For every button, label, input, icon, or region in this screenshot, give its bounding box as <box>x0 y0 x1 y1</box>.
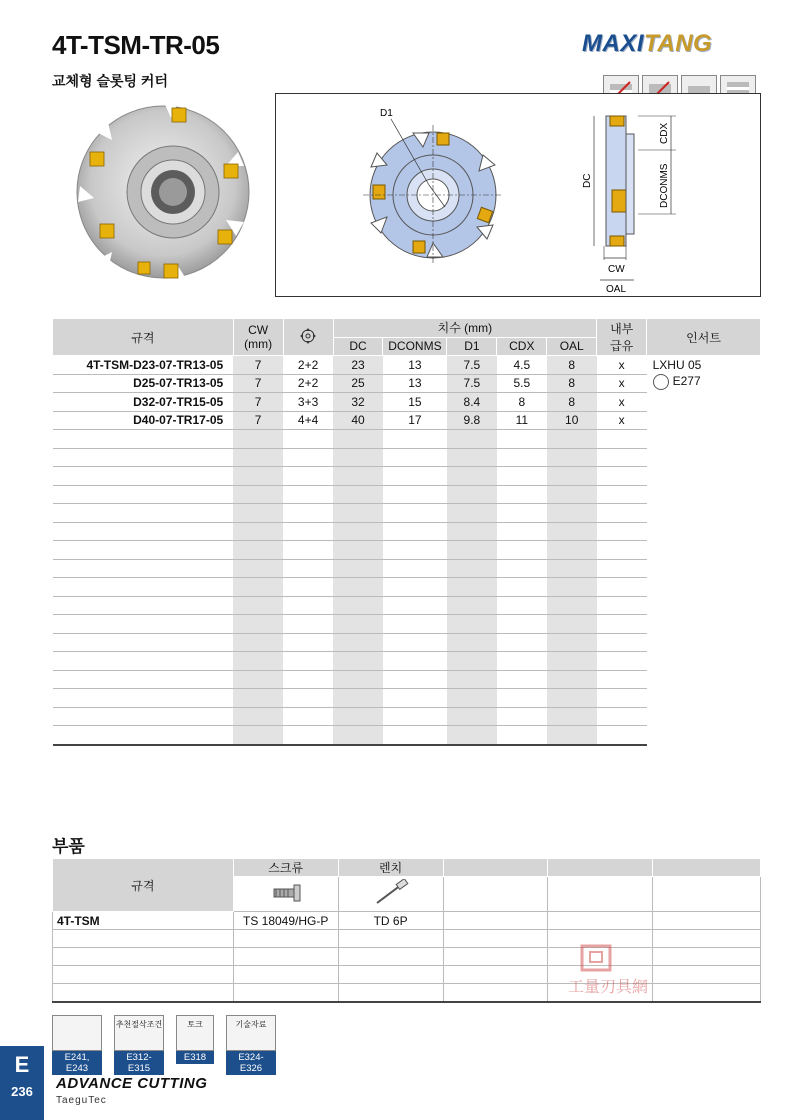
cell-dconms <box>383 504 447 523</box>
cell-dc <box>333 596 383 615</box>
cell-cw <box>233 652 283 671</box>
cell-cw <box>233 522 283 541</box>
cell-cw: 7 <box>233 393 283 412</box>
cell-spec <box>53 652 234 671</box>
cell-dconms <box>383 578 447 597</box>
cell-cw <box>233 467 283 486</box>
header-cw: CW (mm) <box>233 319 283 356</box>
cell-coolant <box>597 559 647 578</box>
cell-cw <box>233 559 283 578</box>
cell-z <box>283 615 333 634</box>
parts-cell-wrench <box>338 966 443 984</box>
page-title: 4T-TSM-TR-05 <box>52 30 220 60</box>
cell-oal <box>547 596 597 615</box>
cell-spec: D40-07-TR17-05 <box>53 411 234 430</box>
header-coolant: 내부 급유 <box>597 319 647 356</box>
cell-cw <box>233 430 283 449</box>
header-spec: 규격 <box>53 319 234 356</box>
cell-dconms <box>383 559 447 578</box>
cell-z <box>283 633 333 652</box>
cell-d1 <box>447 467 497 486</box>
parts-header-wrench: 렌치 <box>338 859 443 877</box>
cell-dc: 32 <box>333 393 383 412</box>
cell-spec <box>53 430 234 449</box>
cell-dc: 25 <box>333 374 383 393</box>
cell-dconms: 13 <box>383 374 447 393</box>
cell-spec <box>53 633 234 652</box>
cell-dc <box>333 615 383 634</box>
cell-d1 <box>447 430 497 449</box>
product-photo <box>68 92 258 292</box>
cell-spec <box>53 522 234 541</box>
reference-thumbnail-icon <box>52 1015 102 1051</box>
cell-z <box>283 541 333 560</box>
parts-header-screw: 스크류 <box>233 859 338 877</box>
cell-oal <box>547 467 597 486</box>
parts-cell-x1 <box>443 948 548 966</box>
cell-cw <box>233 707 283 726</box>
cell-d1 <box>447 504 497 523</box>
cell-spec: D25-07-TR13-05 <box>53 374 234 393</box>
reference-label: 추천절삭조건 <box>115 1020 163 1029</box>
cell-d1 <box>447 707 497 726</box>
parts-row <box>53 912 761 930</box>
cell-dconms <box>383 726 447 745</box>
cell-z <box>283 596 333 615</box>
cell-dc: 40 <box>333 411 383 430</box>
page-number: 236 <box>11 1084 33 1099</box>
cell-dconms <box>383 689 447 708</box>
cell-cw: 7 <box>233 356 283 375</box>
parts-cell-spec <box>53 984 234 1003</box>
cell-coolant <box>597 522 647 541</box>
cell-dconms <box>383 522 447 541</box>
section-letter: E <box>14 1052 30 1077</box>
cell-coolant: x <box>597 374 647 393</box>
watermark-logo <box>538 940 678 1010</box>
cell-oal <box>547 430 597 449</box>
cell-cdx <box>497 726 547 745</box>
cell-cdx <box>497 485 547 504</box>
cell-cdx <box>497 578 547 597</box>
cell-d1: 9.8 <box>447 411 497 430</box>
cell-coolant <box>597 485 647 504</box>
cell-cw <box>233 633 283 652</box>
cell-coolant <box>597 448 647 467</box>
cell-spec <box>53 689 234 708</box>
cell-dc <box>333 633 383 652</box>
svg-text:工量刃具網: 工量刃具網 <box>567 977 649 996</box>
cell-oal <box>547 485 597 504</box>
cell-cdx <box>497 652 547 671</box>
cell-oal <box>547 652 597 671</box>
wrench-icon <box>338 877 443 912</box>
cell-spec: D32-07-TR15-05 <box>53 393 234 412</box>
cell-dc: 23 <box>333 356 383 375</box>
cell-dconms <box>383 541 447 560</box>
parts-cell-x1 <box>443 930 548 948</box>
section-tab <box>0 1046 44 1120</box>
cell-z <box>283 522 333 541</box>
parts-cell-screw <box>233 930 338 948</box>
reference-pages: E318 <box>176 1051 214 1064</box>
cell-z: 2+2 <box>283 374 333 393</box>
cell-spec <box>53 504 234 523</box>
parts-cell-spec <box>53 966 234 984</box>
cell-d1 <box>447 578 497 597</box>
cell-cdx: 4.5 <box>497 356 547 375</box>
cell-dc <box>333 541 383 560</box>
cell-d1 <box>447 615 497 634</box>
parts-cell-screw <box>233 966 338 984</box>
cell-dconms <box>383 633 447 652</box>
cell-cdx <box>497 689 547 708</box>
cell-cdx <box>497 707 547 726</box>
teeth-count-icon <box>283 319 333 356</box>
cell-dc <box>333 430 383 449</box>
cell-oal: 8 <box>547 356 597 375</box>
spec-table <box>52 318 761 746</box>
cell-d1 <box>447 448 497 467</box>
cell-spec <box>53 485 234 504</box>
cell-d1: 7.5 <box>447 374 497 393</box>
cell-oal: 8 <box>547 393 597 412</box>
footer-brand-sub: TaeguTec <box>56 1095 107 1106</box>
cell-cdx <box>497 559 547 578</box>
cell-dc <box>333 726 383 745</box>
reference-link[interactable] <box>114 1015 164 1075</box>
cell-d1 <box>447 633 497 652</box>
cell-dconms <box>383 485 447 504</box>
reference-icons <box>52 1015 288 1075</box>
label-oal: OAL <box>606 284 627 295</box>
cell-z <box>283 467 333 486</box>
cell-oal: 8 <box>547 374 597 393</box>
cell-cw: 7 <box>233 374 283 393</box>
reference-label: 토크 <box>187 1020 203 1029</box>
cell-coolant <box>597 707 647 726</box>
cell-coolant: x <box>597 393 647 412</box>
cell-d1 <box>447 726 497 745</box>
cell-spec <box>53 448 234 467</box>
cell-cdx <box>497 596 547 615</box>
cell-cdx <box>497 522 547 541</box>
parts-cell-wrench <box>338 930 443 948</box>
cell-spec <box>53 670 234 689</box>
reference-label: 기술자료 <box>235 1020 267 1029</box>
cell-dconms <box>383 707 447 726</box>
label-dconms: DCONMS <box>659 163 670 208</box>
cell-d1 <box>447 559 497 578</box>
screw-icon <box>233 877 338 912</box>
cell-coolant <box>597 670 647 689</box>
parts-cell-wrench: TD 6P <box>338 912 443 930</box>
page-subtitle: 교체형 슬롯팅 커터 <box>52 73 168 89</box>
parts-cell-screw <box>233 984 338 1003</box>
cell-z: 3+3 <box>283 393 333 412</box>
cell-oal: 10 <box>547 411 597 430</box>
cell-d1: 7.5 <box>447 356 497 375</box>
cell-cw <box>233 726 283 745</box>
parts-cell-wrench <box>338 948 443 966</box>
cell-oal <box>547 448 597 467</box>
label-cw: CW <box>608 264 625 275</box>
header-dc: DC <box>333 337 383 356</box>
parts-cell-spec <box>53 930 234 948</box>
cell-dconms: 15 <box>383 393 447 412</box>
cell-z <box>283 726 333 745</box>
cell-cdx <box>497 670 547 689</box>
cell-coolant <box>597 504 647 523</box>
header-insert: 인서트 <box>647 319 761 356</box>
reference-pages: E324-E326 <box>226 1051 276 1075</box>
cell-cw <box>233 578 283 597</box>
cell-coolant <box>597 578 647 597</box>
reference-thumbnail-icon <box>114 1015 164 1051</box>
insert-ref: E277 <box>672 374 701 389</box>
magnifier-icon <box>653 374 669 390</box>
cell-dc <box>333 448 383 467</box>
cell-dc <box>333 689 383 708</box>
cell-coolant <box>597 430 647 449</box>
cell-cw <box>233 615 283 634</box>
cell-z <box>283 707 333 726</box>
cell-d1 <box>447 596 497 615</box>
cell-coolant: x <box>597 411 647 430</box>
cell-oal <box>547 670 597 689</box>
parts-cell-screw <box>233 948 338 966</box>
cell-dc <box>333 467 383 486</box>
cell-spec <box>53 541 234 560</box>
parts-header-spec: 규격 <box>53 859 234 912</box>
cell-cw <box>233 448 283 467</box>
cell-cdx <box>497 541 547 560</box>
cell-d1 <box>447 485 497 504</box>
cell-z <box>283 652 333 671</box>
cell-cdx: 8 <box>497 393 547 412</box>
spec-row <box>53 356 761 375</box>
cell-spec <box>53 615 234 634</box>
cell-oal <box>547 559 597 578</box>
parts-cell-spec: 4T-TSM <box>53 912 234 930</box>
cell-oal <box>547 689 597 708</box>
cell-dc <box>333 670 383 689</box>
cell-d1 <box>447 670 497 689</box>
cell-spec <box>53 559 234 578</box>
cell-cdx <box>497 504 547 523</box>
cell-z: 4+4 <box>283 411 333 430</box>
cell-z <box>283 504 333 523</box>
cell-dc <box>333 652 383 671</box>
cell-spec: 4T-TSM-D23-07-TR13-05 <box>53 356 234 375</box>
cell-dconms <box>383 467 447 486</box>
label-d1: D1 <box>380 108 393 119</box>
cell-z <box>283 578 333 597</box>
reference-pages: E312-E315 <box>114 1051 164 1075</box>
cell-oal <box>547 541 597 560</box>
cell-coolant <box>597 615 647 634</box>
cell-dc <box>333 504 383 523</box>
header-dims: 치수 (mm) <box>333 319 597 338</box>
cell-dconms <box>383 615 447 634</box>
cell-cdx <box>497 633 547 652</box>
cell-oal <box>547 633 597 652</box>
cell-oal <box>547 522 597 541</box>
cell-z <box>283 559 333 578</box>
parts-cell-x1 <box>443 966 548 984</box>
cell-dconms <box>383 652 447 671</box>
header-d1: D1 <box>447 337 497 356</box>
cell-spec <box>53 707 234 726</box>
reference-link[interactable] <box>52 1015 102 1075</box>
reference-pages: E241, E243 <box>52 1051 102 1075</box>
cell-z <box>283 448 333 467</box>
parts-cell-x3 <box>653 912 761 930</box>
cell-cw <box>233 504 283 523</box>
cell-dc <box>333 578 383 597</box>
parts-cell-x2 <box>548 912 653 930</box>
cell-d1 <box>447 541 497 560</box>
cell-dconms <box>383 596 447 615</box>
cell-cw <box>233 485 283 504</box>
cell-dconms: 13 <box>383 356 447 375</box>
parts-cell-x1 <box>443 912 548 930</box>
cell-dconms <box>383 430 447 449</box>
cell-cw <box>233 596 283 615</box>
cell-coolant <box>597 467 647 486</box>
cell-cw <box>233 670 283 689</box>
cell-coolant <box>597 652 647 671</box>
cell-cdx <box>497 615 547 634</box>
insert-cell <box>647 356 761 745</box>
footer-brand: ADVANCE CUTTING <box>56 1075 208 1092</box>
cell-z: 2+2 <box>283 356 333 375</box>
cell-dc <box>333 559 383 578</box>
cell-cw <box>233 689 283 708</box>
cell-coolant <box>597 633 647 652</box>
cell-dconms <box>383 448 447 467</box>
header-oal: OAL <box>547 337 597 356</box>
technical-drawing <box>275 93 761 297</box>
parts-cell-screw: TS 18049/HG-P <box>233 912 338 930</box>
parts-cell-wrench <box>338 984 443 1003</box>
cell-oal <box>547 726 597 745</box>
cell-coolant <box>597 596 647 615</box>
parts-cell-x1 <box>443 984 548 1003</box>
parts-cell-spec <box>53 948 234 966</box>
label-dc: DC <box>582 173 593 188</box>
cell-spec <box>53 726 234 745</box>
cell-z <box>283 485 333 504</box>
cell-spec <box>53 467 234 486</box>
brand-logo: MAXITANG <box>582 30 713 57</box>
label-cdx: CDX <box>659 122 670 144</box>
cell-d1 <box>447 522 497 541</box>
cell-d1 <box>447 689 497 708</box>
cell-coolant <box>597 726 647 745</box>
insert-ref-link[interactable] <box>653 374 761 390</box>
cell-spec <box>53 578 234 597</box>
cell-dconms: 17 <box>383 411 447 430</box>
cell-cdx <box>497 448 547 467</box>
cell-coolant <box>597 541 647 560</box>
cell-dc <box>333 485 383 504</box>
cell-spec <box>53 596 234 615</box>
header-dconms: DCONMS <box>383 337 447 356</box>
cell-cdx <box>497 467 547 486</box>
cell-z <box>283 430 333 449</box>
cell-dc <box>333 522 383 541</box>
cell-cw: 7 <box>233 411 283 430</box>
cell-oal <box>547 504 597 523</box>
cell-oal <box>547 707 597 726</box>
cell-cdx <box>497 430 547 449</box>
cell-oal <box>547 615 597 634</box>
reference-thumbnail-icon <box>226 1015 276 1051</box>
cell-coolant <box>597 689 647 708</box>
reference-link[interactable] <box>176 1015 214 1064</box>
cell-z <box>283 689 333 708</box>
cell-cw <box>233 541 283 560</box>
cell-dconms <box>383 670 447 689</box>
header-cdx: CDX <box>497 337 547 356</box>
reference-link[interactable] <box>226 1015 276 1075</box>
parts-title: 부품 <box>52 837 85 856</box>
cell-cdx: 5.5 <box>497 374 547 393</box>
cell-d1: 8.4 <box>447 393 497 412</box>
cell-coolant: x <box>597 356 647 375</box>
cell-dc <box>333 707 383 726</box>
cell-cdx: 11 <box>497 411 547 430</box>
reference-thumbnail-icon <box>176 1015 214 1051</box>
insert-name: LXHU 05 <box>652 358 702 372</box>
cell-z <box>283 670 333 689</box>
cell-d1 <box>447 652 497 671</box>
cell-oal <box>547 578 597 597</box>
